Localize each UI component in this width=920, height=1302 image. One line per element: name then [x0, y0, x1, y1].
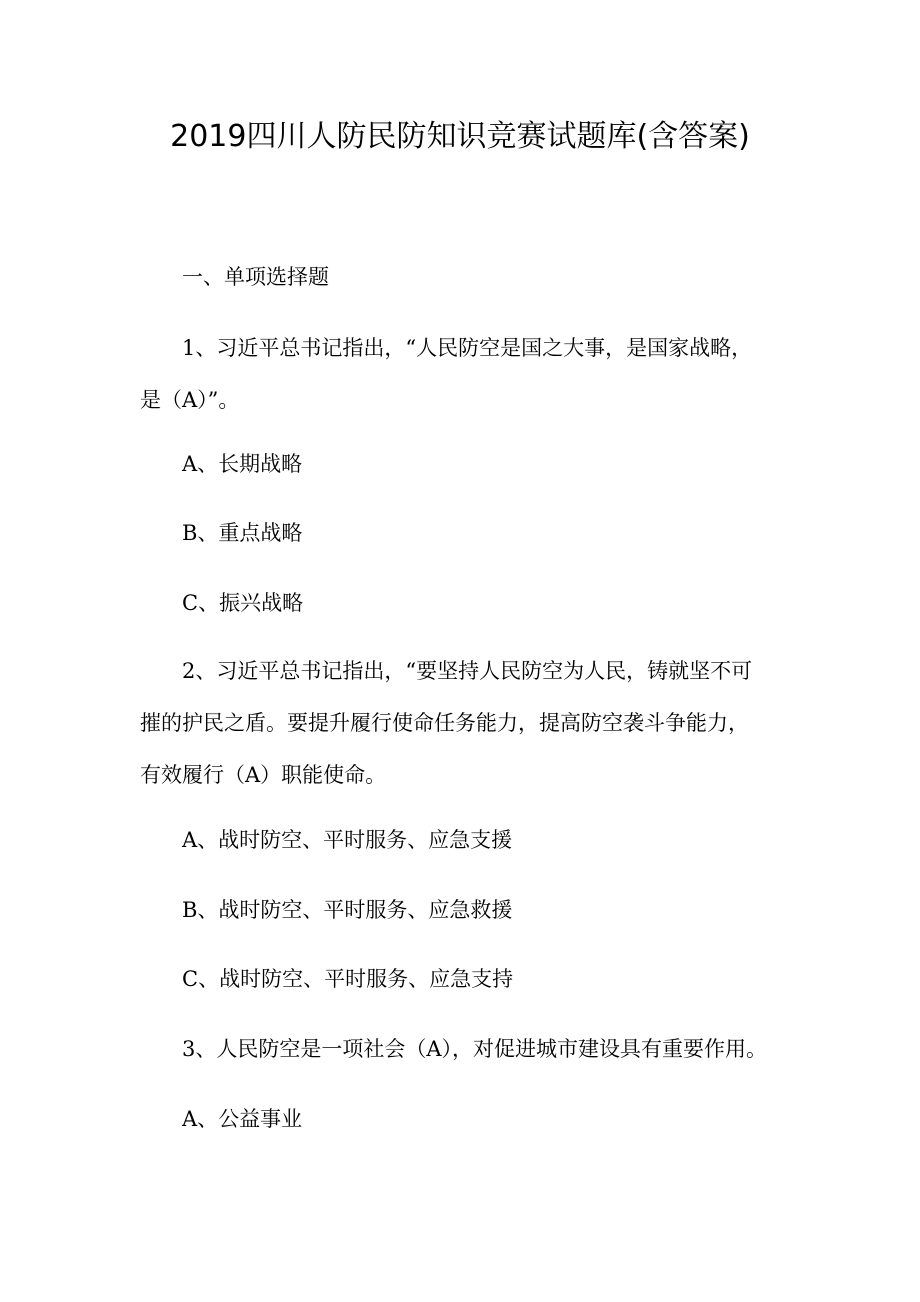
- question-1-option-b: B、重点战略: [182, 521, 303, 545]
- question-2-line-1: 2、习近平总书记指出，“要坚持人民防空为人民，铸就坚不可: [182, 659, 753, 683]
- question-1-option-c: C、振兴战略: [182, 591, 304, 615]
- document-title: 2019四川人防民防知识竞赛试题库(含答案): [170, 119, 750, 154]
- question-3-line-1: 3、人民防空是一项社会（A），对促进城市建设具有重要作用。: [182, 1037, 768, 1061]
- question-1: [140, 322, 790, 426]
- question-3-option-a: A、公益事业: [182, 1107, 303, 1131]
- question-1-line-2: 是（A）”。: [140, 388, 240, 412]
- question-2-line-2: 摧的护民之盾。要提升履行使命任务能力，提高防空袭斗争能力，: [140, 711, 749, 735]
- section-heading: 一、单项选择题: [182, 265, 329, 289]
- question-1-option-a: A、长期战略: [182, 452, 303, 476]
- question-2-option-b: B、战时防空、平时服务、应急救援: [182, 898, 513, 922]
- question-1-line-1: 1、习近平总书记指出，“人民防空是国之大事，是国家战略，: [182, 336, 753, 360]
- question-2: [140, 645, 790, 801]
- question-2-option-a: A、战时防空、平时服务、应急支援: [182, 828, 513, 852]
- question-2-option-c: C、战时防空、平时服务、应急支持: [182, 967, 514, 991]
- question-2-line-3: 有效履行（A）职能使命。: [140, 763, 387, 787]
